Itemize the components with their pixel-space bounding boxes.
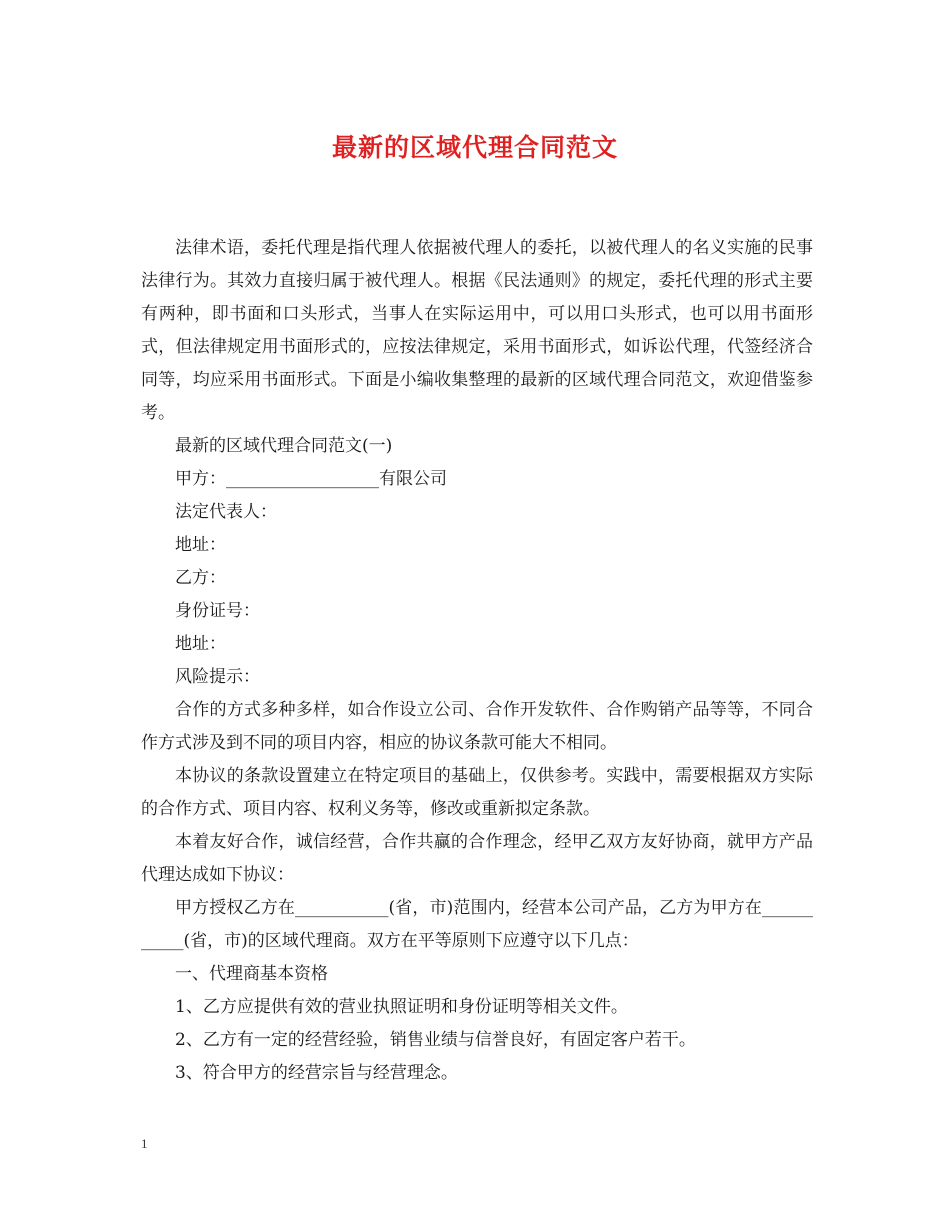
paragraph-legal-rep: 法定代表人： xyxy=(175,502,277,522)
paragraph-address-a: 地址： xyxy=(175,535,226,555)
paragraph-agreement-intro: 本着友好合作，诚信经营，合作共赢的合作理念，经甲乙双方友好协商，就甲方产品代理达成如下协议： xyxy=(141,832,813,885)
paragraph-subtitle: 最新的区域代理合同范文(一) xyxy=(175,436,393,456)
paragraph-item-3: 3、符合甲方的经营宗旨与经营理念。 xyxy=(175,1063,458,1083)
paragraph-party-a: 甲方：__________________有限公司 xyxy=(175,469,447,489)
paragraph-address-b: 地址： xyxy=(175,634,226,654)
paragraph-item-1: 1、乙方应提供有效的营业执照证明和身份证明等相关文件。 xyxy=(175,997,628,1017)
paragraph-intro: 法律术语，委托代理是指代理人依据被代理人的委托，以被代理人的名义实施的民事法律行为。其效力直接归属于被代理人。根据《民法通则》的规定，委托代理的形式主要有两种，即书面和口头形式，当事人在实际运用中，可以用口头形式，也可以用书面形式，但法律规定用书面形式的，应按法律规定，采用书面形式，如诉讼代理，代签经济合同等，均应采用书面形式。下面是小编收集整理的最新的区域代理合同范文，欢迎借鉴参考。 xyxy=(141,238,813,423)
paragraph-item-2: 2、乙方有一定的经营经验，销售业绩与信誉良好，有固定客户若干。 xyxy=(175,1030,696,1050)
paragraph-id-number: 身份证号： xyxy=(175,601,260,621)
document-title: 最新的区域代理合同范文 xyxy=(331,133,618,162)
paragraph-risk-heading: 风险提示： xyxy=(175,667,260,687)
paragraph-risk-2: 本协议的条款设置建立在特定项目的基础上，仅供参考。实践中，需要根据双方实际的合作方式、项目内容、权利义务等，修改或重新拟定条款。 xyxy=(141,766,813,819)
paragraph-party-b: 乙方： xyxy=(175,568,226,588)
page-number: 1 xyxy=(141,1136,148,1151)
paragraph-risk-1: 合作的方式多种多样，如合作设立公司、合作开发软件、合作购销产品等等，不同合作方式涉及到不同的项目内容，相应的协议条款可能大不相同。 xyxy=(141,700,813,753)
paragraph-section-heading: 一、代理商基本资格 xyxy=(175,964,328,984)
paragraph-authorization: 甲方授权乙方在___________(省，市)范围内，经营本公司产品，乙方为甲方在___________(省，市)的区域代理商。双方在平等原则下应遵守以下几点： xyxy=(141,898,813,951)
document-body xyxy=(141,232,813,1090)
